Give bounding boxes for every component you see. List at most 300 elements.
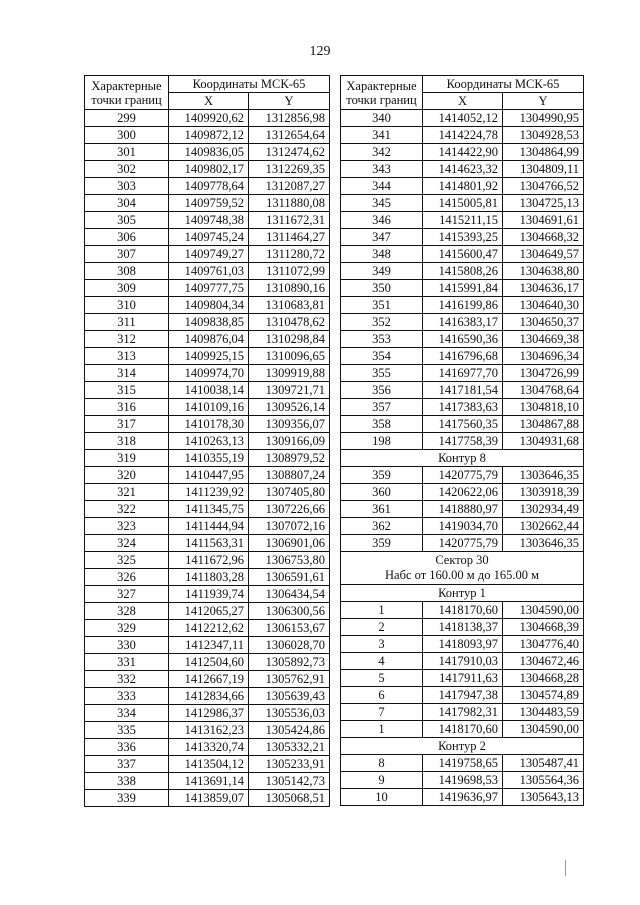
- point-id: 316: [85, 399, 169, 416]
- table-row: [85, 127, 330, 144]
- point-id: 359: [341, 535, 423, 552]
- table-row: [341, 246, 584, 263]
- point-id: 354: [341, 348, 423, 365]
- coord-x: 1414422,90: [423, 144, 503, 161]
- coord-x: 1409761,03: [169, 263, 249, 280]
- coord-y: 1311464,27: [249, 229, 330, 246]
- table-row: [341, 229, 584, 246]
- coord-y: 1304818,10: [503, 399, 584, 416]
- coord-x: 1418170,60: [423, 721, 503, 738]
- coord-x: 1411444,94: [169, 518, 249, 535]
- point-id: 355: [341, 365, 423, 382]
- point-id: 349: [341, 263, 423, 280]
- coord-x: 1412834,66: [169, 688, 249, 705]
- point-id: 344: [341, 178, 423, 195]
- contour-label: Контур 2: [341, 738, 584, 755]
- point-id: 311: [85, 314, 169, 331]
- table-row: [85, 110, 330, 127]
- coord-x: 1416199,86: [423, 297, 503, 314]
- point-id: 358: [341, 416, 423, 433]
- coord-x: 1409778,64: [169, 178, 249, 195]
- table-row: [85, 297, 330, 314]
- point-id: 314: [85, 365, 169, 382]
- coord-x: 1412667,19: [169, 671, 249, 688]
- coord-x: 1413691,14: [169, 773, 249, 790]
- point-id: 342: [341, 144, 423, 161]
- coord-x: 1413162,23: [169, 722, 249, 739]
- point-id: 337: [85, 756, 169, 773]
- coord-x: 1412065,27: [169, 603, 249, 620]
- point-id: 308: [85, 263, 169, 280]
- point-id: 300: [85, 127, 169, 144]
- coord-x: 1417947,38: [423, 687, 503, 704]
- coord-x: 1417560,35: [423, 416, 503, 433]
- sector-label: [341, 552, 584, 585]
- point-id: 4: [341, 653, 423, 670]
- point-id: 304: [85, 195, 169, 212]
- coord-y: 1304928,53: [503, 127, 584, 144]
- table-row: [85, 654, 330, 671]
- point-id: 341: [341, 127, 423, 144]
- coord-y: 1310683,81: [249, 297, 330, 314]
- coord-y: 1309356,07: [249, 416, 330, 433]
- point-id: 362: [341, 518, 423, 535]
- coord-x: 1409876,04: [169, 331, 249, 348]
- table-row: [85, 144, 330, 161]
- point-id: 303: [85, 178, 169, 195]
- table-row: [85, 705, 330, 722]
- table-row: [85, 620, 330, 637]
- coord-y: 1304668,32: [503, 229, 584, 246]
- table-row: [85, 552, 330, 569]
- coord-y: 1304636,17: [503, 280, 584, 297]
- contour-header-row: [341, 585, 584, 602]
- point-id: 10: [341, 789, 423, 806]
- table-row: [85, 518, 330, 535]
- point-id: 306: [85, 229, 169, 246]
- coord-y: 1303646,35: [503, 467, 584, 484]
- point-id: 348: [341, 246, 423, 263]
- coord-y: 1310890,16: [249, 280, 330, 297]
- coord-y: 1306753,80: [249, 552, 330, 569]
- table-row: [85, 501, 330, 518]
- coord-y: 1304668,28: [503, 670, 584, 687]
- point-id: 336: [85, 739, 169, 756]
- coord-x: 1409838,85: [169, 314, 249, 331]
- point-id: 5: [341, 670, 423, 687]
- coord-x: 1409836,05: [169, 144, 249, 161]
- coord-x: 1411239,92: [169, 484, 249, 501]
- coord-x: 1420775,79: [423, 467, 503, 484]
- coord-x: 1410355,19: [169, 450, 249, 467]
- table-row: [85, 450, 330, 467]
- table-row: [341, 704, 584, 721]
- coord-y: 1304650,37: [503, 314, 584, 331]
- table-row: [341, 110, 584, 127]
- coordinates-table-left: [84, 75, 330, 807]
- coord-y: 1305068,51: [249, 790, 330, 807]
- coord-y: 1303918,39: [503, 484, 584, 501]
- table-row: [341, 263, 584, 280]
- coord-y: 1308979,52: [249, 450, 330, 467]
- point-id: 323: [85, 518, 169, 535]
- point-id: 357: [341, 399, 423, 416]
- coord-y: 1304726,99: [503, 365, 584, 382]
- point-id: 330: [85, 637, 169, 654]
- header-points: Характерные точки границ: [341, 76, 423, 110]
- table-row: [341, 280, 584, 297]
- coord-y: 1305639,43: [249, 688, 330, 705]
- coord-y: 1304483,59: [503, 704, 584, 721]
- table-row: [85, 348, 330, 365]
- point-id: 332: [85, 671, 169, 688]
- coord-x: 1418093,97: [423, 636, 503, 653]
- table-row: [341, 501, 584, 518]
- table-row: [85, 212, 330, 229]
- coord-x: 1409759,52: [169, 195, 249, 212]
- coord-x: 1409872,12: [169, 127, 249, 144]
- table-row: [341, 636, 584, 653]
- coord-y: 1304672,46: [503, 653, 584, 670]
- point-id: 1: [341, 602, 423, 619]
- coord-x: 1416977,70: [423, 365, 503, 382]
- coord-x: 1411563,31: [169, 535, 249, 552]
- coord-y: 1304649,57: [503, 246, 584, 263]
- coord-y: 1312087,27: [249, 178, 330, 195]
- point-id: 353: [341, 331, 423, 348]
- coord-x: 1412347,11: [169, 637, 249, 654]
- table-row: [85, 195, 330, 212]
- table-row: [85, 314, 330, 331]
- coord-x: 1419758,65: [423, 755, 503, 772]
- coord-y: 1307072,16: [249, 518, 330, 535]
- table-row: [85, 603, 330, 620]
- coord-x: 1409802,17: [169, 161, 249, 178]
- table-row: [85, 671, 330, 688]
- table-row: [85, 467, 330, 484]
- coord-y: 1304725,13: [503, 195, 584, 212]
- scan-mark: [565, 860, 566, 876]
- point-id: 8: [341, 755, 423, 772]
- coord-x: 1416796,68: [423, 348, 503, 365]
- coord-y: 1307226,66: [249, 501, 330, 518]
- coord-y: 1304766,52: [503, 178, 584, 195]
- coord-x: 1414801,92: [423, 178, 503, 195]
- table-row: [85, 722, 330, 739]
- coord-x: 1409748,38: [169, 212, 249, 229]
- point-id: 301: [85, 144, 169, 161]
- point-id: 315: [85, 382, 169, 399]
- sector-header-row: [341, 552, 584, 585]
- coord-x: 1417982,31: [423, 704, 503, 721]
- coord-x: 1410038,14: [169, 382, 249, 399]
- table-row: [85, 178, 330, 195]
- point-id: 9: [341, 772, 423, 789]
- coord-x: 1411672,96: [169, 552, 249, 569]
- coord-x: 1418880,97: [423, 501, 503, 518]
- coord-y: 1305233,91: [249, 756, 330, 773]
- table-row: [341, 144, 584, 161]
- point-id: 351: [341, 297, 423, 314]
- coord-y: 1304574,89: [503, 687, 584, 704]
- point-id: 322: [85, 501, 169, 518]
- coord-y: 1312654,64: [249, 127, 330, 144]
- table-row: [341, 772, 584, 789]
- point-id: 361: [341, 501, 423, 518]
- coord-y: 1309919,88: [249, 365, 330, 382]
- coord-x: 1414623,32: [423, 161, 503, 178]
- point-id: 328: [85, 603, 169, 620]
- table-row: [341, 467, 584, 484]
- point-id: 331: [85, 654, 169, 671]
- point-id: 352: [341, 314, 423, 331]
- coord-y: 1304691,61: [503, 212, 584, 229]
- coord-x: 1415393,25: [423, 229, 503, 246]
- coord-y: 1311880,08: [249, 195, 330, 212]
- coord-y: 1312269,35: [249, 161, 330, 178]
- coord-x: 1419698,53: [423, 772, 503, 789]
- coord-x: 1415991,84: [423, 280, 503, 297]
- coord-y: 1305762,91: [249, 671, 330, 688]
- coord-y: 1305424,86: [249, 722, 330, 739]
- coord-x: 1416383,17: [423, 314, 503, 331]
- coord-x: 1409974,70: [169, 365, 249, 382]
- coord-x: 1415600,47: [423, 246, 503, 263]
- coord-x: 1410178,30: [169, 416, 249, 433]
- coord-x: 1409804,34: [169, 297, 249, 314]
- coord-y: 1309721,71: [249, 382, 330, 399]
- point-id: 1: [341, 721, 423, 738]
- table-row: [341, 365, 584, 382]
- coord-y: 1308807,24: [249, 467, 330, 484]
- coord-y: 1304864,99: [503, 144, 584, 161]
- coord-y: 1304640,30: [503, 297, 584, 314]
- coord-y: 1310298,84: [249, 331, 330, 348]
- coord-x: 1417758,39: [423, 433, 503, 450]
- table-row: [85, 739, 330, 756]
- contour-header-row: [341, 738, 584, 755]
- table-row: [341, 602, 584, 619]
- table-row: [341, 433, 584, 450]
- coord-y: 1306434,54: [249, 586, 330, 603]
- point-id: 2: [341, 619, 423, 636]
- coord-y: 1304776,40: [503, 636, 584, 653]
- coord-x: 1410109,16: [169, 399, 249, 416]
- header-y: Y: [249, 93, 330, 110]
- coord-x: 1409925,15: [169, 348, 249, 365]
- coord-x: 1413320,74: [169, 739, 249, 756]
- coord-y: 1306901,06: [249, 535, 330, 552]
- coord-x: 1420775,79: [423, 535, 503, 552]
- coord-y: 1304696,34: [503, 348, 584, 365]
- point-id: 325: [85, 552, 169, 569]
- header-x: X: [169, 93, 249, 110]
- table-row: [341, 178, 584, 195]
- table-row: [341, 382, 584, 399]
- coord-x: 1412212,62: [169, 620, 249, 637]
- coord-x: 1415211,15: [423, 212, 503, 229]
- coord-y: 1304590,00: [503, 721, 584, 738]
- table-row: [341, 670, 584, 687]
- table-row: [341, 416, 584, 433]
- table-row: [341, 127, 584, 144]
- point-id: 299: [85, 110, 169, 127]
- table-row: [85, 280, 330, 297]
- point-id: 359: [341, 467, 423, 484]
- table-row: [341, 484, 584, 501]
- table-row: [341, 399, 584, 416]
- coord-y: 1305643,13: [503, 789, 584, 806]
- coord-x: 1411345,75: [169, 501, 249, 518]
- coord-x: 1414224,78: [423, 127, 503, 144]
- table-row: [341, 755, 584, 772]
- point-id: 329: [85, 620, 169, 637]
- point-id: 302: [85, 161, 169, 178]
- coord-x: 1412986,37: [169, 705, 249, 722]
- page-number: 129: [309, 44, 331, 59]
- point-id: 319: [85, 450, 169, 467]
- table-row: [341, 789, 584, 806]
- coord-x: 1417383,63: [423, 399, 503, 416]
- coord-y: 1304931,68: [503, 433, 584, 450]
- point-id: 310: [85, 297, 169, 314]
- point-id: 309: [85, 280, 169, 297]
- coord-y: 1306300,56: [249, 603, 330, 620]
- point-id: 345: [341, 195, 423, 212]
- coord-x: 1415005,81: [423, 195, 503, 212]
- table-row: [341, 195, 584, 212]
- coord-x: 1419636,97: [423, 789, 503, 806]
- table-row: [341, 331, 584, 348]
- coord-y: 1305487,41: [503, 755, 584, 772]
- table-row: [85, 399, 330, 416]
- sector-height-range: Набс от 160.00 м до 165.00 м: [385, 568, 539, 582]
- coord-y: 1305892,73: [249, 654, 330, 671]
- coord-y: 1305142,73: [249, 773, 330, 790]
- table-row: [341, 348, 584, 365]
- point-id: 326: [85, 569, 169, 586]
- table-row: [85, 484, 330, 501]
- coord-y: 1305536,03: [249, 705, 330, 722]
- point-id: 6: [341, 687, 423, 704]
- point-id: 356: [341, 382, 423, 399]
- point-id: 312: [85, 331, 169, 348]
- point-id: 321: [85, 484, 169, 501]
- point-id: 347: [341, 229, 423, 246]
- coord-x: 1415808,26: [423, 263, 503, 280]
- coord-y: 1306153,67: [249, 620, 330, 637]
- coord-y: 1302934,49: [503, 501, 584, 518]
- coord-x: 1409749,27: [169, 246, 249, 263]
- point-id: 3: [341, 636, 423, 653]
- coord-y: 1311672,31: [249, 212, 330, 229]
- table-row: [341, 721, 584, 738]
- coord-x: 1417181,54: [423, 382, 503, 399]
- coord-y: 1309526,14: [249, 399, 330, 416]
- table-row: [341, 619, 584, 636]
- coord-y: 1310096,65: [249, 348, 330, 365]
- point-id: 318: [85, 433, 169, 450]
- coord-y: 1309166,09: [249, 433, 330, 450]
- coord-y: 1304668,39: [503, 619, 584, 636]
- point-id: 338: [85, 773, 169, 790]
- coord-y: 1312856,98: [249, 110, 330, 127]
- point-id: 346: [341, 212, 423, 229]
- point-id: 327: [85, 586, 169, 603]
- coord-x: 1409777,75: [169, 280, 249, 297]
- table-row: [85, 433, 330, 450]
- coord-y: 1304590,00: [503, 602, 584, 619]
- header-x: X: [423, 93, 503, 110]
- header-y: Y: [503, 93, 584, 110]
- coord-x: 1418138,37: [423, 619, 503, 636]
- coord-y: 1303646,35: [503, 535, 584, 552]
- coord-x: 1418170,60: [423, 602, 503, 619]
- coord-x: 1410447,95: [169, 467, 249, 484]
- table-row: [85, 382, 330, 399]
- coord-y: 1304990,95: [503, 110, 584, 127]
- table-row: [85, 365, 330, 382]
- coord-x: 1420622,06: [423, 484, 503, 501]
- point-id: 307: [85, 246, 169, 263]
- coord-y: 1306028,70: [249, 637, 330, 654]
- contour-label: Контур 1: [341, 585, 584, 602]
- coord-x: 1412504,60: [169, 654, 249, 671]
- coord-x: 1416590,36: [423, 331, 503, 348]
- coord-y: 1304867,88: [503, 416, 584, 433]
- coord-x: 1411803,28: [169, 569, 249, 586]
- table-row: [341, 297, 584, 314]
- point-id: 334: [85, 705, 169, 722]
- point-id: 335: [85, 722, 169, 739]
- coord-x: 1419034,70: [423, 518, 503, 535]
- coord-y: 1311280,72: [249, 246, 330, 263]
- coord-x: 1414052,12: [423, 110, 503, 127]
- coord-y: 1305332,21: [249, 739, 330, 756]
- coord-y: 1304638,80: [503, 263, 584, 280]
- table-row: [85, 416, 330, 433]
- point-id: 339: [85, 790, 169, 807]
- table-row: [341, 518, 584, 535]
- table-row: [85, 773, 330, 790]
- coord-x: 1417911,63: [423, 670, 503, 687]
- coord-y: 1304768,64: [503, 382, 584, 399]
- point-id: 340: [341, 110, 423, 127]
- table-row: [85, 569, 330, 586]
- header-points: Характерные точки границ: [85, 76, 169, 110]
- table-row: [341, 535, 584, 552]
- table-row: [85, 790, 330, 807]
- table-row: [85, 688, 330, 705]
- coord-x: 1417910,03: [423, 653, 503, 670]
- table-row: [341, 314, 584, 331]
- point-id: 333: [85, 688, 169, 705]
- point-id: 317: [85, 416, 169, 433]
- table-row: [85, 535, 330, 552]
- coord-y: 1311072,99: [249, 263, 330, 280]
- point-id: 350: [341, 280, 423, 297]
- point-id: 313: [85, 348, 169, 365]
- coord-x: 1410263,13: [169, 433, 249, 450]
- point-id: 320: [85, 467, 169, 484]
- coord-y: 1305564,36: [503, 772, 584, 789]
- table-row: [85, 229, 330, 246]
- coord-x: 1413859,07: [169, 790, 249, 807]
- point-id: 198: [341, 433, 423, 450]
- point-id: 7: [341, 704, 423, 721]
- point-id: 360: [341, 484, 423, 501]
- point-id: 324: [85, 535, 169, 552]
